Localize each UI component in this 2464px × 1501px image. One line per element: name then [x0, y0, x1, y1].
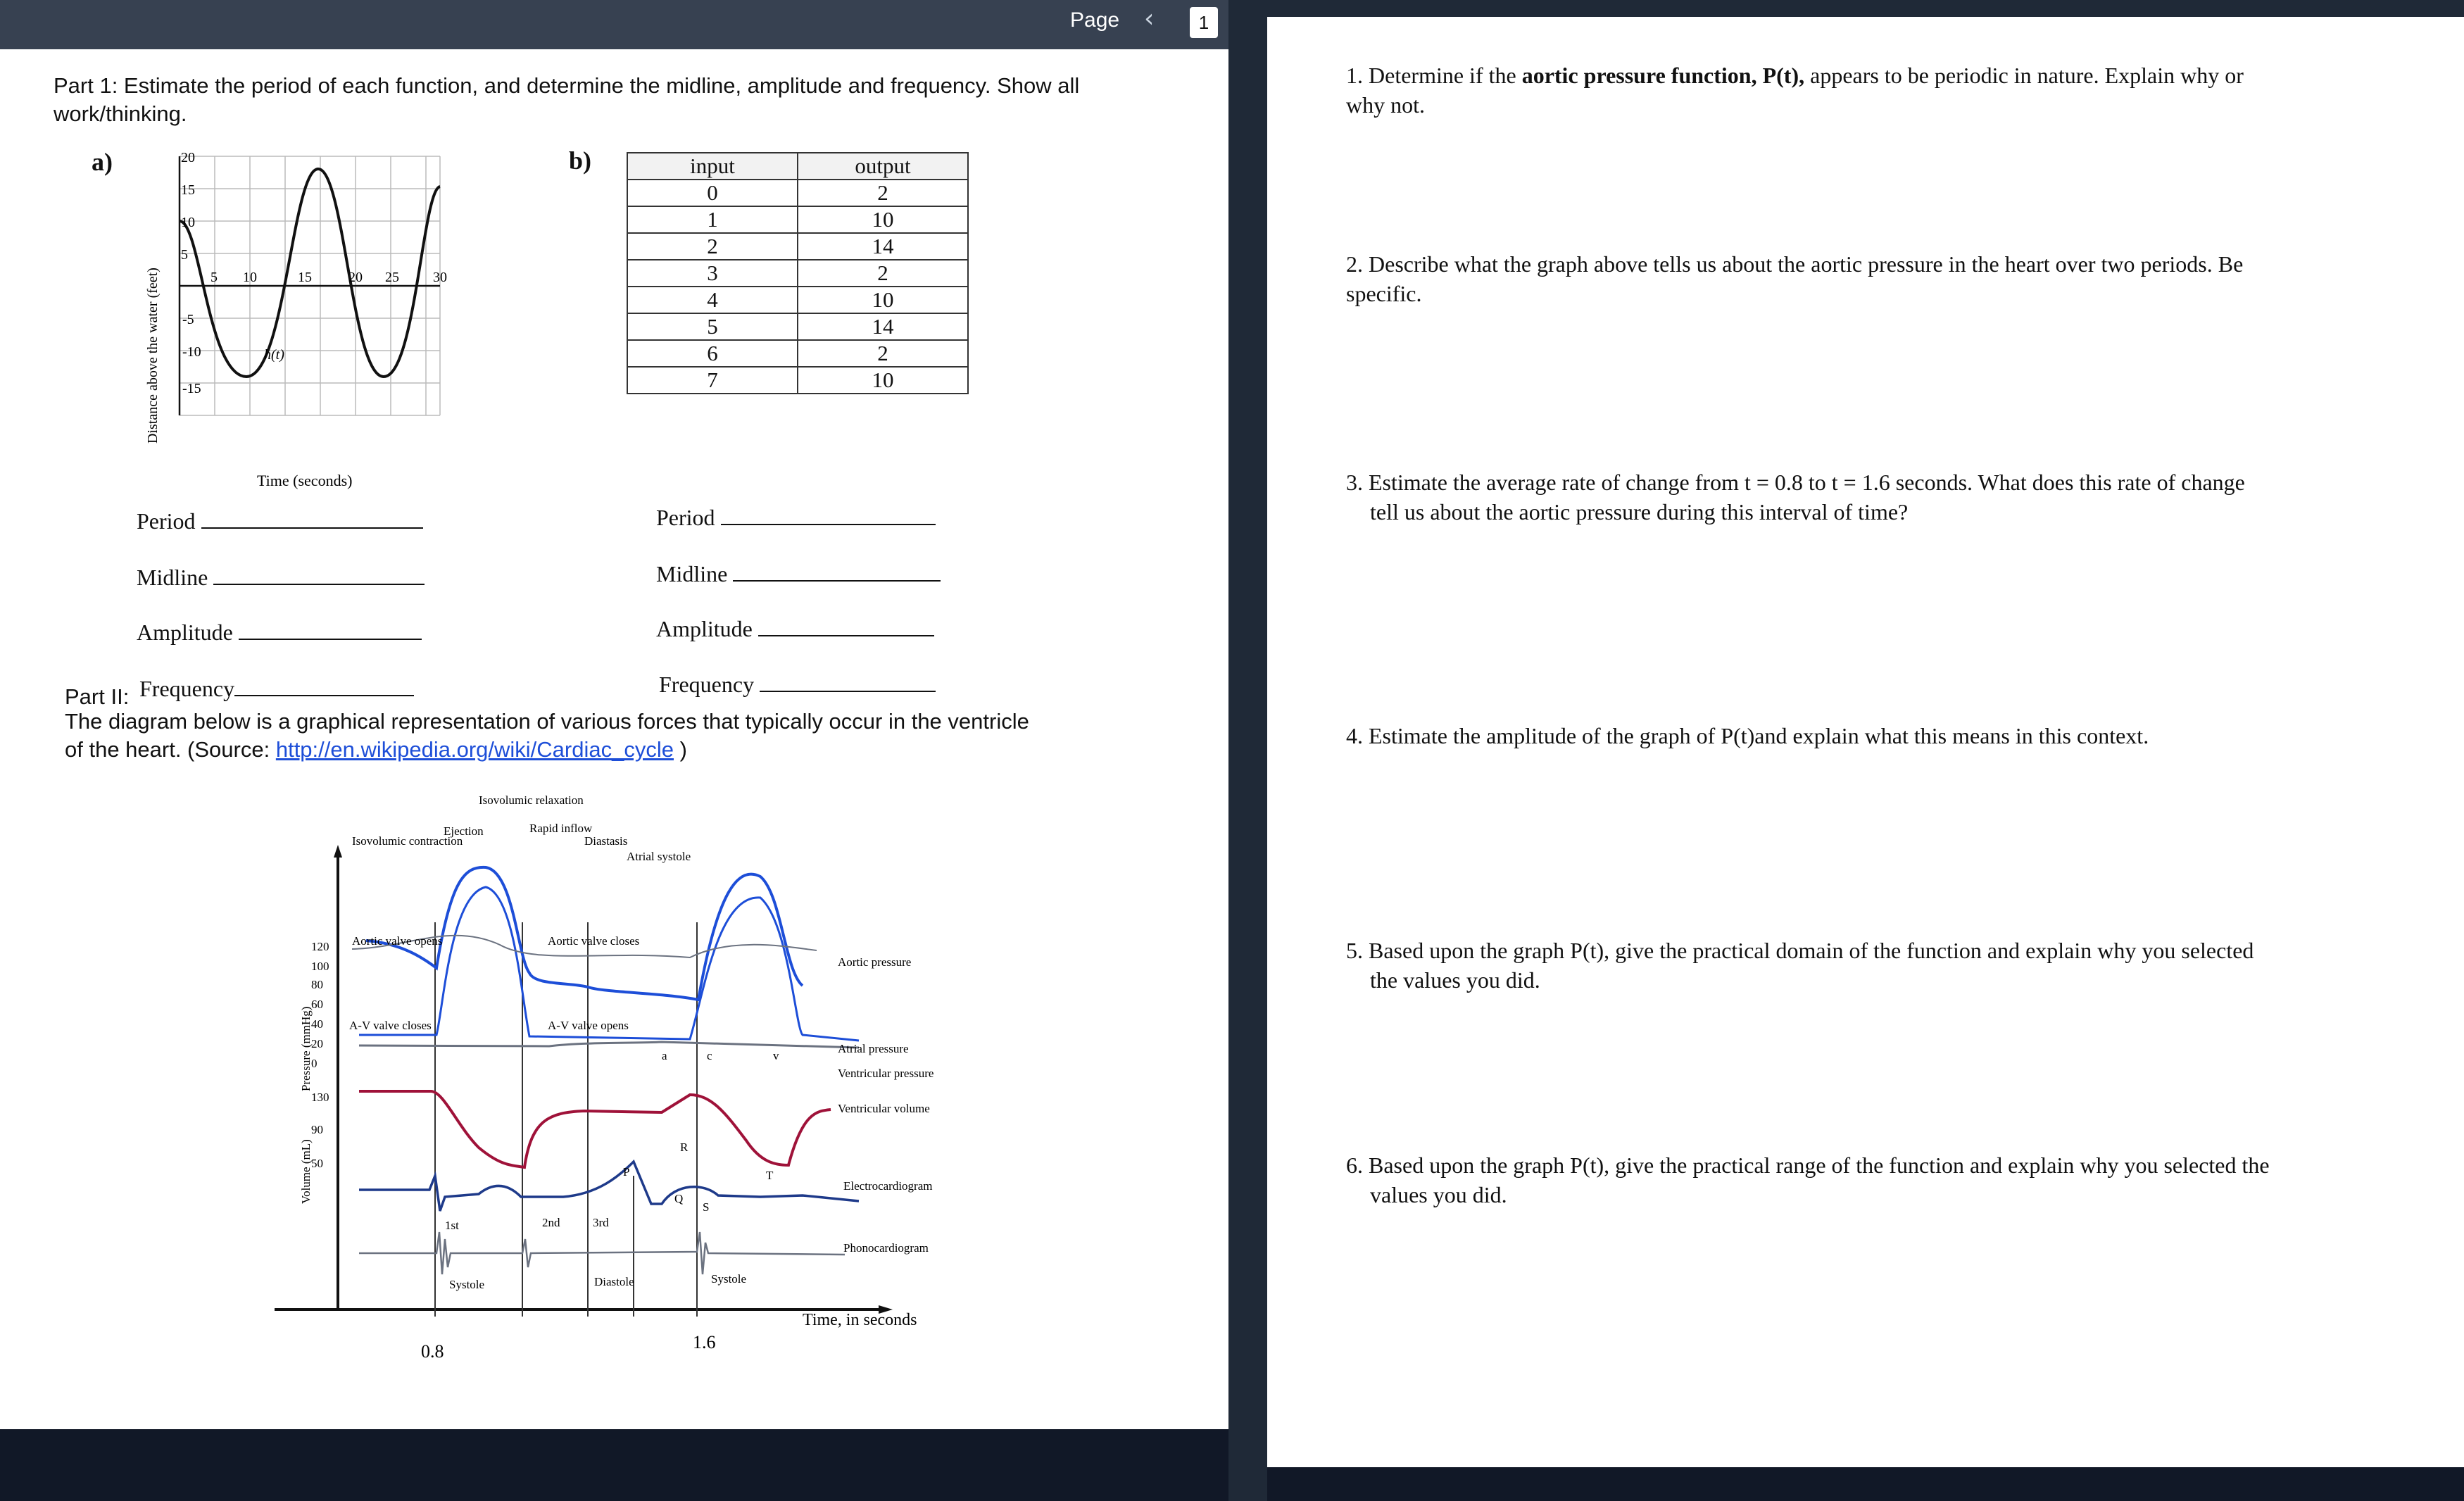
pressure-tick: 20 — [311, 1037, 323, 1050]
output-cell: 2 — [798, 340, 968, 367]
y-axis-label: Distance above the water (feet) — [145, 268, 161, 444]
trace-label: Phonocardiogram — [843, 1241, 929, 1255]
field-b-frequency: Frequency — [659, 670, 936, 698]
phonocardiogram-trace — [359, 1232, 845, 1274]
previous-page-chevron-icon[interactable]: ‹ — [1144, 4, 1155, 33]
question-2: 2. Describe what the graph above tells us about the aortic pressure in the heart over two periods. Be specific. — [1346, 251, 2244, 306]
output-cell: 2 — [798, 260, 968, 287]
input-output-table — [627, 152, 969, 394]
output-cell: 10 — [798, 367, 968, 394]
table-row — [627, 313, 968, 340]
part1-instructions: Part 1: Estimate the period of each function, and determine the midline, amplitude and frequency. Show all work/thinking. — [54, 73, 1080, 126]
phase-label: Isovolumic relaxation — [479, 793, 584, 807]
wave-label: R — [680, 1141, 689, 1154]
event-label: A-V valve closes — [349, 1019, 432, 1032]
trace-label: Ventricular pressure — [838, 1067, 934, 1080]
frequency-answer-blank[interactable] — [234, 695, 414, 696]
question-3: 3. Estimate the average rate of change from t = 0.8 to t = 1.6 seconds. What does this rate of change tell us about the aortic pressure during this interval of time? — [1346, 470, 2245, 525]
volume-tick: 90 — [311, 1123, 323, 1136]
question-6: 6. Based upon the graph P(t), give the practical range of the function and explain why you selected the values you did. — [1346, 1153, 2270, 1207]
pressure-tick: 0 — [311, 1057, 318, 1070]
event-label: Aortic valve opens — [352, 934, 443, 948]
question-5: 5. Based upon the graph P(t), give the practical domain of the function and explain why you selected the values you did. — [1346, 938, 2254, 993]
x-tick: 10 — [243, 270, 257, 285]
trace-label: Ventricular volume — [838, 1102, 930, 1115]
wave-label: v — [773, 1049, 779, 1062]
table-row — [627, 180, 968, 206]
cardiac-cycle-diagram — [268, 781, 972, 1387]
period-label: Systole — [449, 1278, 485, 1291]
period-answer-blank[interactable] — [721, 524, 936, 525]
output-cell: 14 — [798, 233, 968, 260]
output-cell: 10 — [798, 287, 968, 313]
input-cell: 4 — [627, 287, 798, 313]
phase-label: Diastasis — [584, 834, 628, 848]
worksheet-page-left — [0, 49, 1228, 1429]
x-axis-label: Time (seconds) — [257, 472, 353, 489]
input-cell: 0 — [627, 180, 798, 206]
table-header-input: input — [627, 153, 798, 180]
wave-label: P — [623, 1165, 630, 1179]
page-number-input[interactable]: 1 — [1190, 7, 1218, 38]
x-tick: 30 — [433, 270, 447, 285]
viewer-bottom-bar — [0, 1429, 1228, 1501]
pressure-tick: 120 — [311, 940, 329, 953]
event-label: Aortic valve closes — [548, 934, 640, 948]
atrial-pressure-trace — [359, 1042, 859, 1048]
y-tick: -15 — [182, 381, 201, 396]
output-cell: 2 — [798, 180, 968, 206]
table-row — [627, 287, 968, 313]
output-cell: 14 — [798, 313, 968, 340]
trace-label: Electrocardiogram — [843, 1179, 933, 1193]
pressure-tick: 100 — [311, 960, 329, 973]
y-arrowhead — [334, 845, 342, 858]
field-a-amplitude: Amplitude — [137, 618, 422, 646]
table-row — [627, 367, 968, 394]
field-b-amplitude: Amplitude — [656, 615, 934, 643]
field-b-period: Period — [656, 503, 936, 532]
pressure-tick: 80 — [311, 978, 323, 991]
y-tick: -10 — [182, 344, 201, 360]
phase-label: Atrial systole — [627, 850, 691, 863]
amplitude-answer-blank[interactable] — [758, 635, 934, 636]
volume-tick: 50 — [311, 1157, 323, 1170]
period-answer-blank[interactable] — [201, 527, 423, 529]
field-a-midline: Midline — [137, 563, 425, 591]
input-cell: 7 — [627, 367, 798, 394]
midline-answer-blank[interactable] — [213, 584, 425, 585]
midline-answer-blank[interactable] — [733, 580, 941, 582]
aortic-pressure-trace — [366, 867, 803, 1000]
electrocardiogram-trace — [359, 1162, 859, 1211]
table-row — [627, 260, 968, 287]
time-mark-0.8: 0.8 — [421, 1341, 444, 1362]
x-tick: 5 — [210, 270, 218, 285]
field-a-frequency: Frequency — [139, 674, 414, 703]
table-row — [627, 206, 968, 233]
question-1: 1. Determine if the aortic pressure function, P(t), appears to be periodic in nature. Explain why or why not. — [1346, 63, 2244, 118]
question-4: 4. Estimate the amplitude of the graph of P(t)and explain what this means in this context. — [1346, 723, 2149, 748]
input-cell: 1 — [627, 206, 798, 233]
field-b-midline: Midline — [656, 560, 941, 588]
part-a-label: a) — [92, 148, 113, 176]
x-tick: 25 — [385, 270, 399, 285]
event-label: A-V valve opens — [548, 1019, 629, 1032]
table-row — [627, 233, 968, 260]
period-label: Systole — [711, 1272, 747, 1286]
pressure-tick: 40 — [311, 1017, 323, 1031]
viewer-bottom-bar-right — [1267, 1467, 2464, 1501]
sinusoid-graph — [137, 148, 461, 500]
y-tick: 20 — [181, 150, 195, 165]
y-tick: 10 — [181, 215, 195, 230]
wave-label: T — [766, 1169, 774, 1182]
y-tick: 5 — [181, 247, 188, 263]
pressure-axis-label: Pressure (mmHg) — [299, 1006, 313, 1091]
y-tick: -5 — [182, 312, 194, 327]
input-cell: 5 — [627, 313, 798, 340]
wave-label: c — [707, 1049, 712, 1062]
frequency-answer-blank[interactable] — [760, 691, 936, 692]
wave-label: S — [703, 1200, 710, 1214]
input-cell: 3 — [627, 260, 798, 287]
volume-tick: 130 — [311, 1091, 329, 1104]
worksheet-page-right — [1267, 17, 2464, 1467]
phase-label: Rapid inflow — [529, 822, 593, 835]
period-label: Diastole — [594, 1275, 634, 1288]
part-b-label: b) — [569, 146, 592, 175]
amplitude-answer-blank[interactable] — [239, 639, 422, 640]
phase-label: Isovolumic contraction — [352, 834, 463, 848]
ventricular-volume-trace — [359, 1091, 831, 1167]
input-cell: 6 — [627, 340, 798, 367]
x-tick: 15 — [298, 270, 312, 285]
input-cell: 2 — [627, 233, 798, 260]
table-header-output: output — [798, 153, 968, 180]
part2-description: The diagram below is a graphical representation of various forces that typically occur in the ventricle of the heart. (Source: http://en.wikipedia.org/wiki/Cardiac_cycle ) — [65, 709, 1029, 762]
field-a-period: Period — [137, 507, 423, 535]
time-axis-label: Time, in seconds — [803, 1311, 917, 1329]
wave-label: Q — [674, 1192, 684, 1205]
table-row — [627, 340, 968, 367]
heart-sound-label: 3rd — [593, 1216, 609, 1229]
volume-axis-label: Volume (mL) — [299, 1139, 313, 1204]
y-tick: 15 — [181, 182, 195, 198]
source-link[interactable]: http://en.wikipedia.org/wiki/Cardiac_cycle — [275, 737, 674, 762]
curve-label: h(t) — [264, 347, 284, 363]
time-mark-1.6: 1.6 — [693, 1332, 716, 1352]
wave-label: a — [662, 1049, 667, 1062]
heart-sound-label: 1st — [445, 1219, 459, 1232]
page-label: Page — [1070, 8, 1120, 32]
viewer-toolbar — [0, 0, 1228, 51]
part2-heading: Part II: — [65, 684, 130, 709]
output-cell: 10 — [798, 206, 968, 233]
pressure-tick: 60 — [311, 998, 323, 1011]
ventricular-pressure-trace — [359, 887, 859, 1041]
trace-label: Atrial pressure — [838, 1042, 909, 1055]
trace-label: Aortic pressure — [838, 955, 912, 969]
phase-label: Ejection — [444, 824, 484, 838]
x-tick: 20 — [348, 270, 363, 285]
heart-sound-label: 2nd — [542, 1216, 560, 1229]
